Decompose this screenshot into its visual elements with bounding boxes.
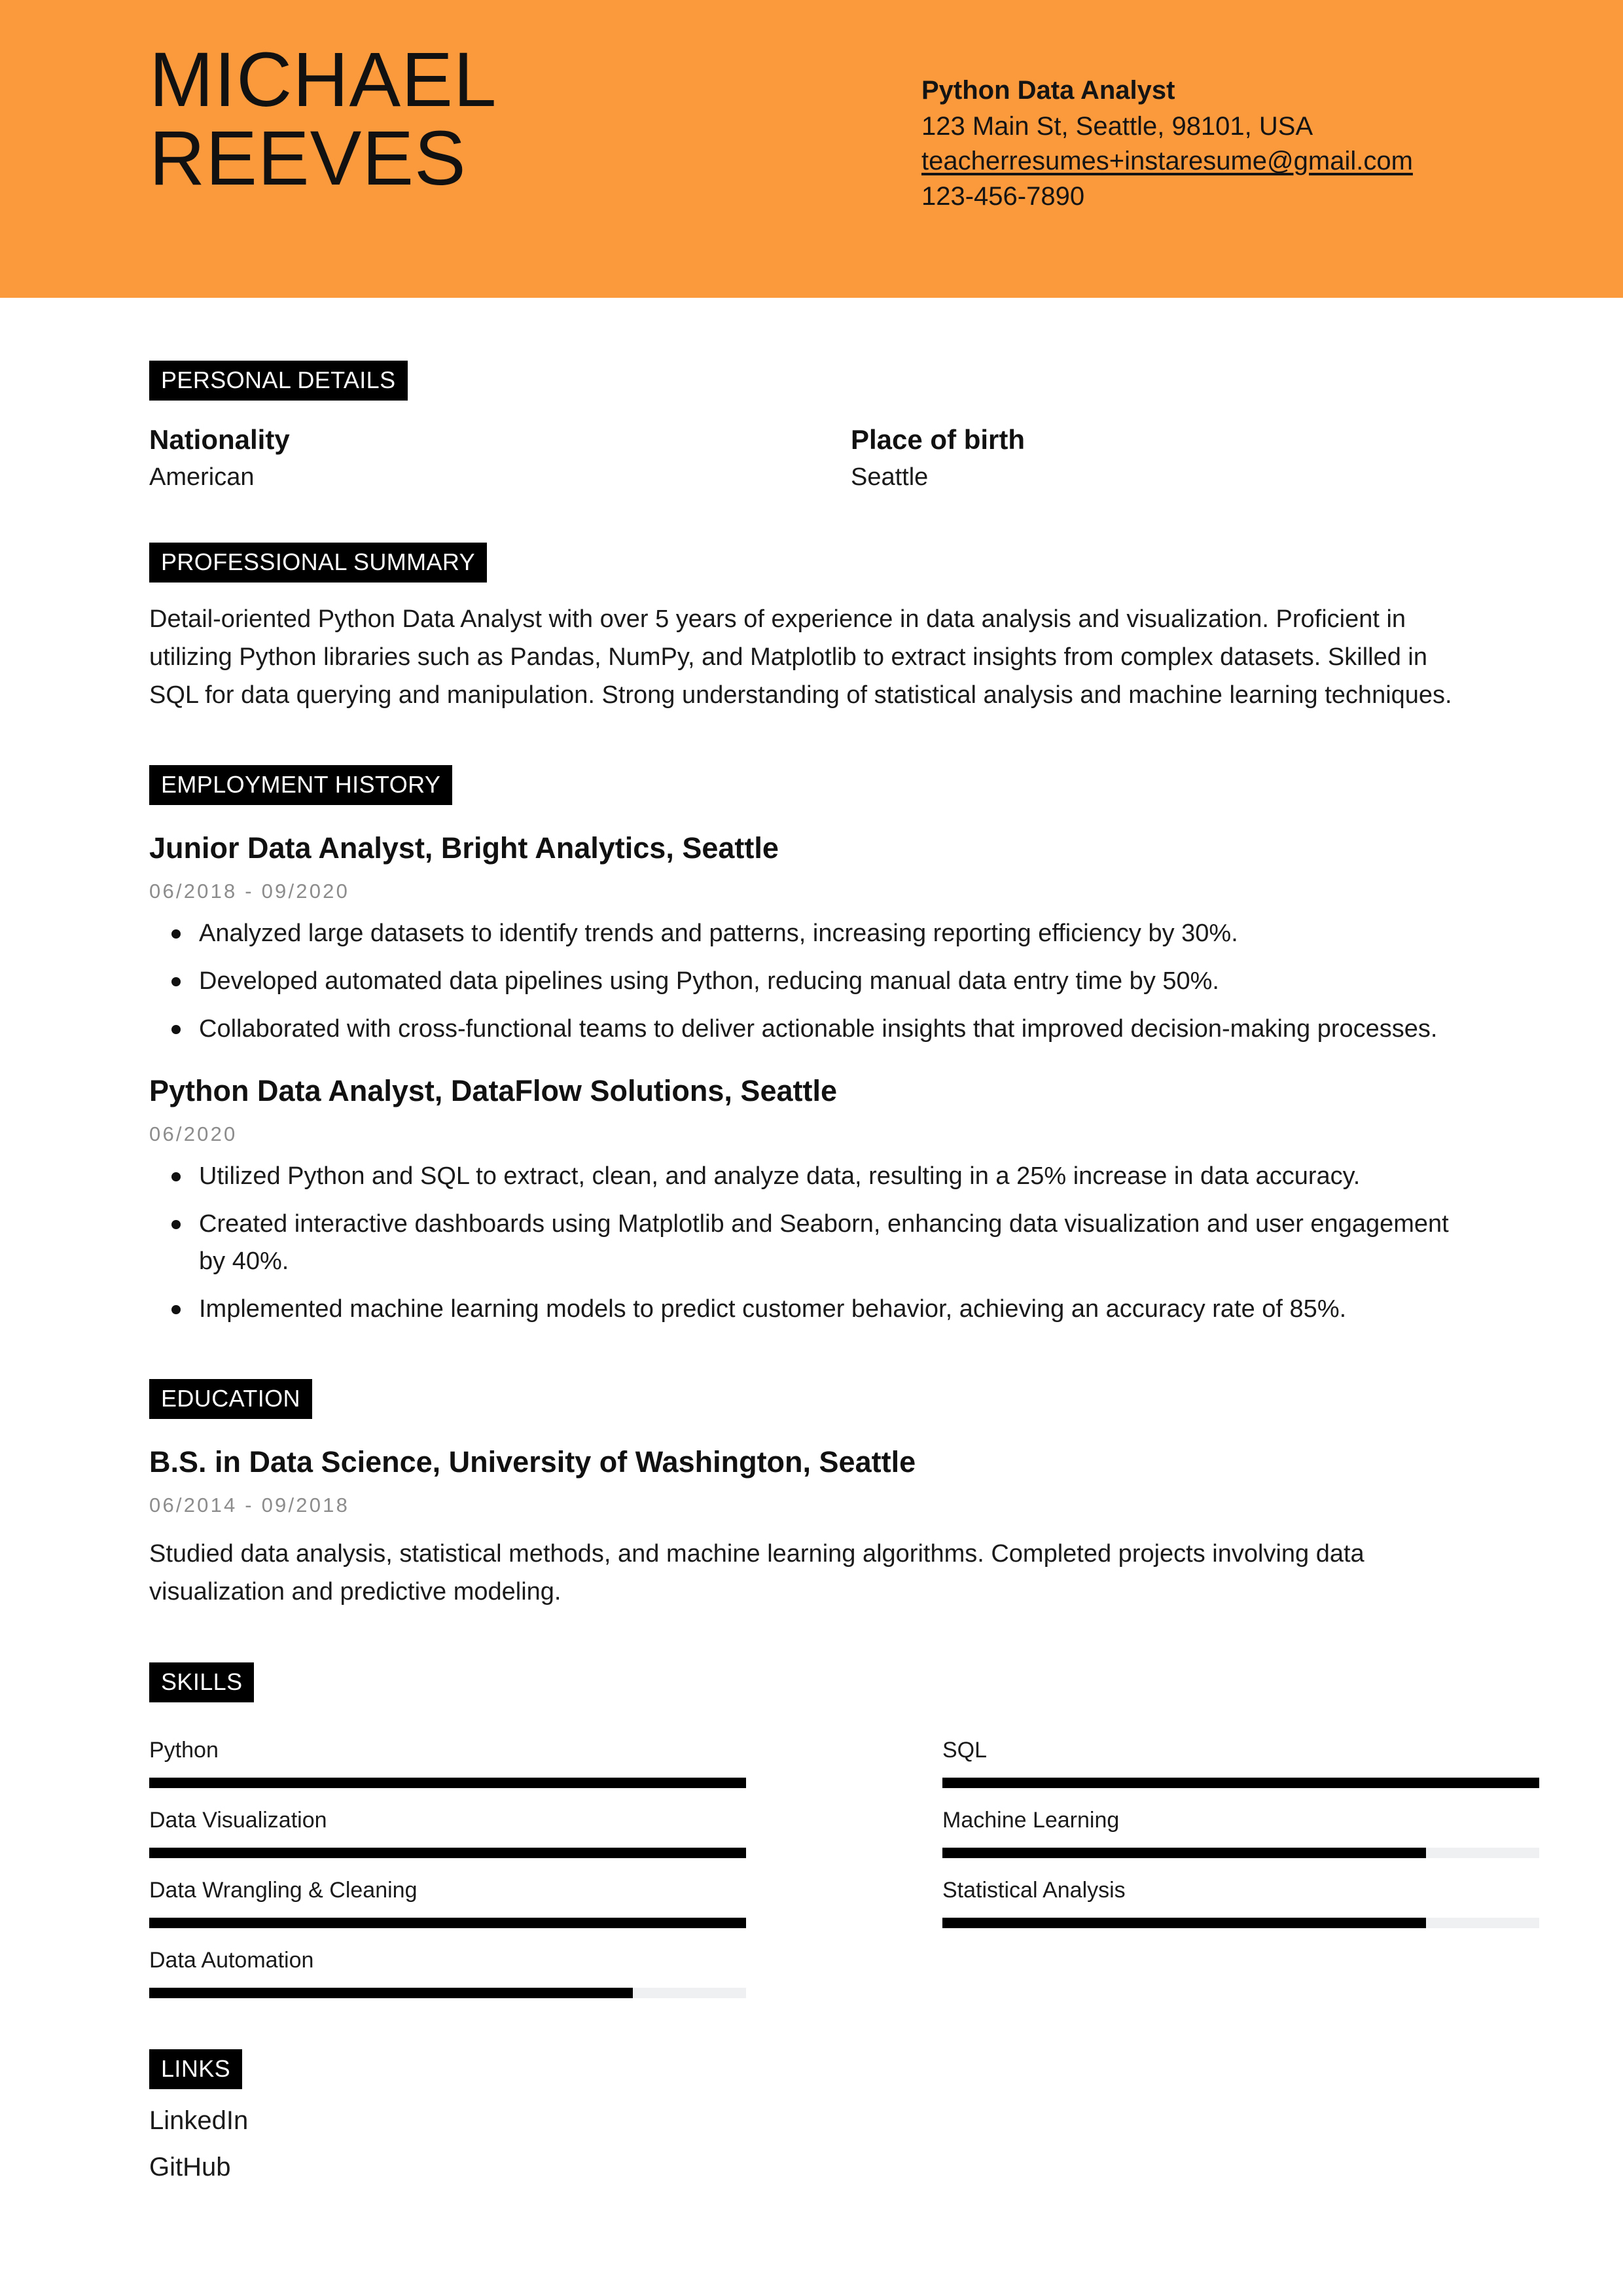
field-label-place-of-birth: Place of birth <box>851 424 1026 455</box>
section-education <box>149 1379 1474 1611</box>
section-badge-education: EDUCATION <box>149 1379 312 1419</box>
list-item: Analyzed large datasets to identify trends and patterns, increasing reporting efficiency by 30%. <box>199 915 1474 952</box>
job-title: Python Data Analyst <box>921 76 1175 105</box>
personal-detail-nationality <box>149 401 812 492</box>
skill-name: SQL <box>942 1737 988 1763</box>
skill-level-fill <box>149 1778 746 1788</box>
employment-entry <box>149 831 1474 1048</box>
employment-entry-date: 06/2020 <box>149 1122 238 1146</box>
list-item: Developed automated data pipelines using Python, reducing manual data entry time by 50%. <box>199 963 1474 1000</box>
skill-item <box>149 1948 812 1998</box>
skill-level-fill <box>942 1848 1426 1858</box>
field-label-nationality: Nationality <box>149 424 290 455</box>
skill-level-track <box>149 1988 746 1998</box>
section-badge-skills: SKILLS <box>149 1662 254 1702</box>
section-badge-links: LINKS <box>149 2049 242 2089</box>
skills-column-right <box>812 1718 1474 1998</box>
skill-name: Data Wrangling & Cleaning <box>149 1877 418 1903</box>
skill-level-fill <box>149 1848 746 1858</box>
section-personal-details <box>149 361 1474 492</box>
education-entry-date: 06/2014 - 09/2018 <box>149 1494 350 1517</box>
skill-item <box>942 1878 1474 1928</box>
personal-detail-place-of-birth <box>812 401 1474 492</box>
candidate-name <box>149 0 921 202</box>
contact-details <box>921 0 1413 214</box>
email-link[interactable]: teacherresumes+instaresume@gmail.com <box>921 147 1413 176</box>
skill-level-track <box>149 1778 746 1788</box>
employment-entry <box>149 1074 1474 1328</box>
skill-name: Data Automation <box>149 1947 314 1973</box>
skill-item <box>149 1738 812 1788</box>
skill-level-fill <box>149 1988 633 1998</box>
skill-level-fill <box>942 1918 1426 1928</box>
skill-level-track <box>149 1848 746 1858</box>
skill-item <box>149 1878 812 1928</box>
name-line-first: MICHAEL <box>149 37 497 123</box>
skill-name: Python <box>149 1737 219 1763</box>
skill-level-fill <box>942 1778 1539 1788</box>
employment-entry-bullets <box>149 915 1474 1048</box>
name-line-last: REEVES <box>149 115 467 202</box>
section-badge-employment-history: EMPLOYMENT HISTORY <box>149 765 452 805</box>
field-value-place-of-birth: Seattle <box>851 463 929 491</box>
field-value-nationality: American <box>149 463 255 491</box>
skill-level-track <box>149 1918 746 1928</box>
list-item: Implemented machine learning models to predict customer behavior, achieving an accuracy rate of 85%. <box>199 1291 1474 1328</box>
section-badge-personal-details: PERSONAL DETAILS <box>149 361 408 401</box>
skill-level-fill <box>149 1918 746 1928</box>
skill-name: Machine Learning <box>942 1807 1120 1833</box>
resume-header <box>0 0 1623 298</box>
skill-name: Statistical Analysis <box>942 1877 1126 1903</box>
address-line: 123 Main St, Seattle, 98101, USA <box>921 112 1313 141</box>
skill-level-track <box>942 1848 1539 1858</box>
employment-entry-bullets <box>149 1158 1474 1328</box>
section-links <box>149 2049 1474 2182</box>
list-item: Created interactive dashboards using Matplotlib and Seaborn, enhancing data visualization and user engagement by 40%. <box>199 1206 1474 1280</box>
link-item-linkedin[interactable]: LinkedIn <box>149 2106 249 2135</box>
employment-entry-date: 06/2018 - 09/2020 <box>149 880 350 903</box>
skill-item <box>942 1738 1474 1788</box>
section-employment-history <box>149 765 1474 1328</box>
section-skills <box>149 1662 1474 1998</box>
phone-line: 123-456-7890 <box>921 181 1085 211</box>
education-entry-title: B.S. in Data Science, University of Washington, Seattle <box>149 1445 916 1479</box>
education-entry-description: Studied data analysis, statistical methods, and machine learning algorithms. Completed projects involving data visualization and predictive modeling. <box>149 1540 1364 1605</box>
skills-column-left <box>149 1718 812 1998</box>
employment-entry-title: Junior Data Analyst, Bright Analytics, Seattle <box>149 831 779 865</box>
skill-item <box>149 1808 812 1858</box>
skill-item <box>942 1808 1474 1858</box>
list-item: Collaborated with cross-functional teams to deliver actionable insights that improved decision-making processes. <box>199 1011 1474 1048</box>
section-professional-summary <box>149 543 1474 714</box>
skill-level-track <box>942 1778 1539 1788</box>
skill-name: Data Visualization <box>149 1807 327 1833</box>
link-item-github[interactable]: GitHub <box>149 2152 231 2181</box>
employment-entry-title: Python Data Analyst, DataFlow Solutions, Seattle <box>149 1074 837 1108</box>
section-badge-professional-summary: PROFESSIONAL SUMMARY <box>149 543 487 583</box>
education-entry <box>149 1445 1474 1611</box>
skill-level-track <box>942 1918 1539 1928</box>
list-item: Utilized Python and SQL to extract, clean, and analyze data, resulting in a 25% increase in data accuracy. <box>199 1158 1474 1195</box>
professional-summary-text: Detail-oriented Python Data Analyst with over 5 years of experience in data analysis and visualization. Proficient in utilizing Python libraries such as Pandas, NumPy, and Matplotlib to extract insights from complex datasets. Skilled in SQL for data querying and manipulation. Strong understanding of statistical analysis and machine learning techniques. <box>149 605 1452 709</box>
